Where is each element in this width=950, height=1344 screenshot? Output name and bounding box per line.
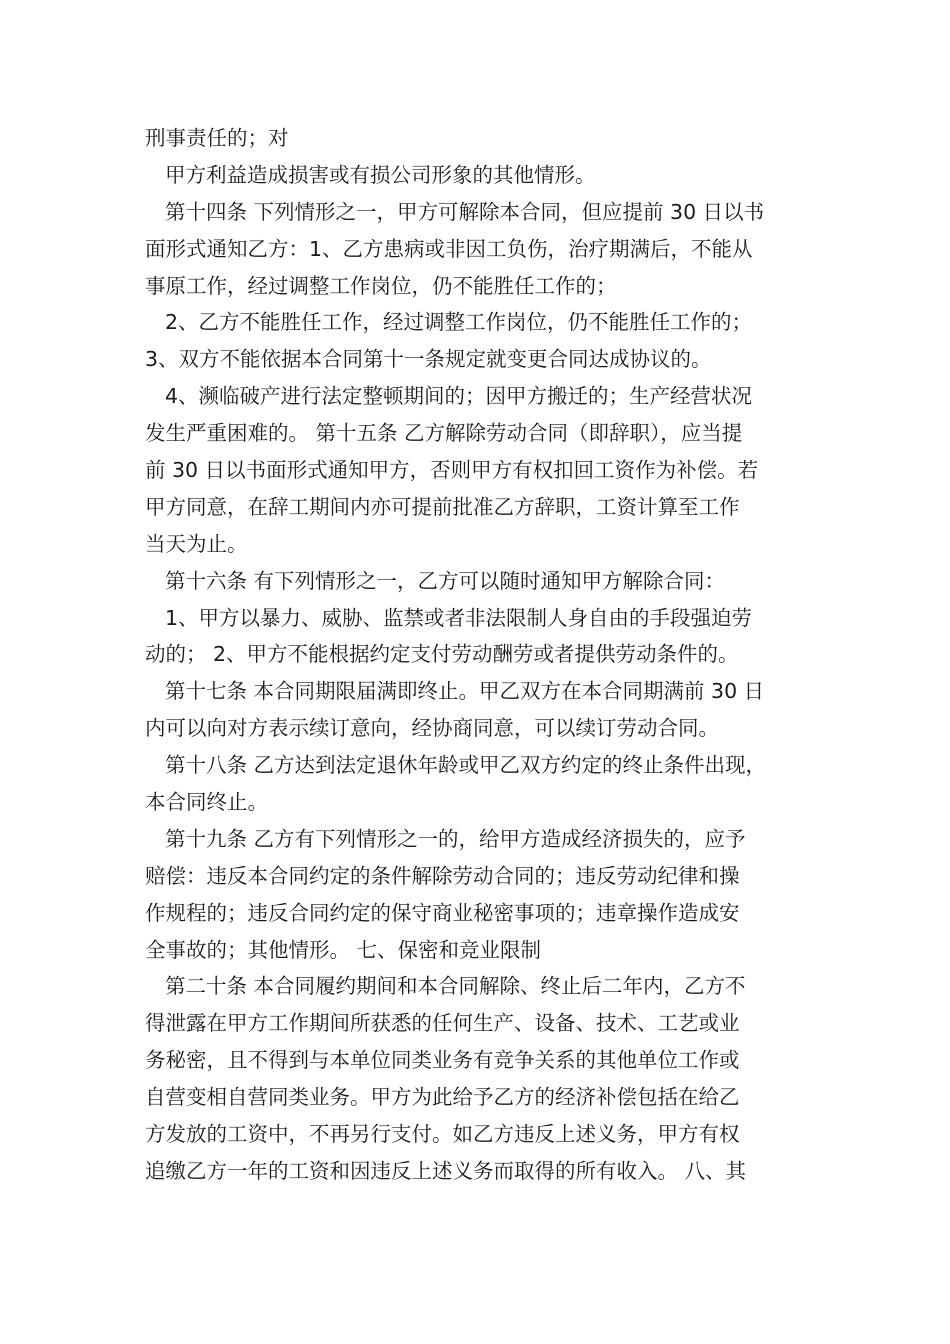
text-line: 前 30 日以书面形式通知甲方，否则甲方有权扣回工资作为补偿。若 [145,458,759,483]
text-line: 本合同终止。 [145,790,268,815]
text-line: 务秘密，且不得到与本单位同类业务有竞争关系的其他单位工作或 [145,1048,740,1073]
text-line: 自营变相自营同类业务。甲方为此给予乙方的经济补偿包括在给乙 [145,1085,740,1110]
text-line: 甲方同意，在辞工期间内亦可提前批准乙方辞职，工资计算至工作 [145,494,740,519]
text-line: 第十六条 有下列情形之一，乙方可以随时通知甲方解除合同： [165,568,726,593]
text-line: 2、乙方不能胜任工作，经过调整工作岗位，仍不能胜任工作的； [165,310,753,335]
text-line: 内可以向对方表示续订意向，经协商同意，可以续订劳动合同。 [145,716,719,741]
text-line: 1、甲方以暴力、威胁、监禁或者非法限制人身自由的手段强迫劳 [165,605,753,630]
text-line: 方发放的工资中，不再另行支付。如乙方违反上述义务，甲方有权 [145,1122,740,1147]
text-line: 赔偿：违反本合同约定的条件解除劳动合同的；违反劳动纪律和操 [145,863,740,888]
text-line: 动的； 2、甲方不能根据约定支付劳动酬劳或者提供劳动条件的。 [145,642,739,667]
text-line: 事原工作，经过调整工作岗位，仍不能胜任工作的； [145,273,617,298]
text-line: 面形式通知乙方：1、乙方患病或非因工负伤，治疗期满后，不能从 [145,236,753,261]
contract-text-body [145,120,815,1190]
text-line: 刑事责任的；对 [145,126,289,150]
text-line: 得泄露在甲方工作期间所获悉的任何生产、设备、技术、工艺或业 [145,1011,740,1036]
text-line: 第二十条 本合同履约期间和本合同解除、终止后二年内，乙方不 [165,974,746,999]
text-line: 追缴乙方一年的工资和因违反上述义务而取得的所有收入。 八、其 [145,1158,747,1183]
text-line: 作规程的；违反合同约定的保守商业秘密事项的；违章操作造成安 [145,900,740,925]
text-line: 发生严重困难的。 第十五条 乙方解除劳动合同（即辞职），应当提 [145,421,743,446]
text-line: 甲方利益造成损害或有损公司形象的其他情形。 [165,162,596,187]
text-line: 第十七条 本合同期限届满即终止。甲乙双方在本合同期满前 30 日 [165,679,765,704]
text-line: 当天为止。 [145,531,248,556]
text-line: 4、濒临破产进行法定整顿期间的；因甲方搬迁的；生产经营状况 [165,384,753,409]
text-line: 第十四条 下列情形之一，甲方可解除本合同，但应提前 30 日以书 [165,199,765,224]
text-line: 全事故的；其他情形。 七、保密和竞业限制 [145,937,542,962]
text-line: 第十九条 乙方有下列情形之一的，给甲方造成经济损失的，应予 [165,826,746,851]
text-line: 第十八条 乙方达到法定退休年龄或甲乙双方约定的终止条件出现， [165,753,767,778]
text-line: 3、双方不能依据本合同第十一条规定就变更合同达成协议的。 [145,347,712,372]
